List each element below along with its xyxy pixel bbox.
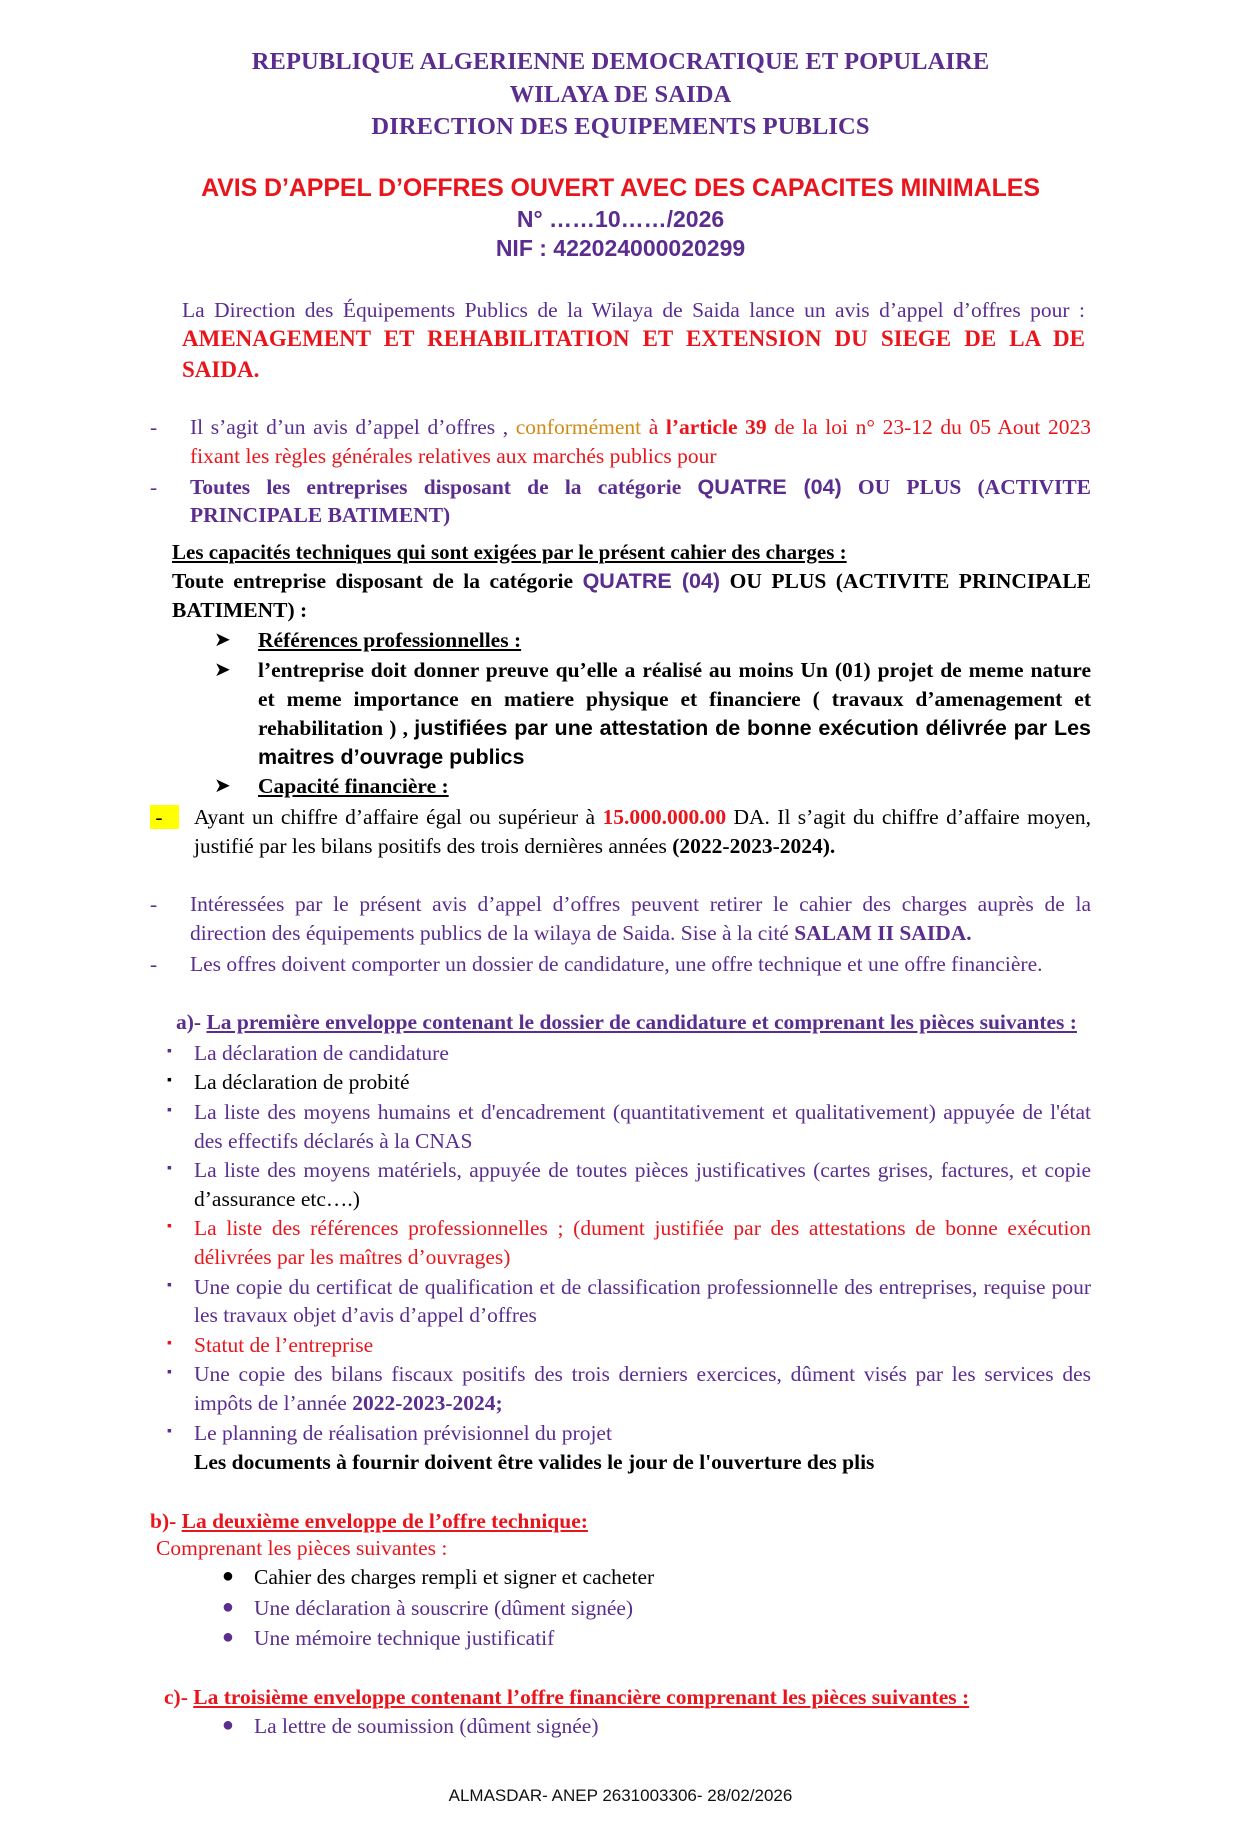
withdrawal-list bbox=[150, 890, 1091, 978]
section-b-title: La deuxième enveloppe de l’offre technique: bbox=[181, 1509, 588, 1534]
withdrawal-address: SALAM II SAIDA. bbox=[794, 921, 972, 946]
financial-text-1: Ayant un chiffre d’affaire égal ou supérieur à bbox=[194, 805, 603, 830]
list-item bbox=[150, 1039, 1091, 1068]
section-a-items bbox=[150, 1039, 1091, 1447]
arrow-icon: ➤ bbox=[214, 775, 231, 798]
financial-years: (2022-2023-2024). bbox=[672, 833, 836, 858]
dash-marker: - bbox=[150, 951, 158, 976]
documents-validity-note: Les documents à fournir doivent être valides le jour de l'ouverture des plis bbox=[194, 1450, 875, 1475]
notice-nif: NIF : 422024000020299 bbox=[495, 234, 746, 261]
dash-marker: - bbox=[155, 805, 163, 830]
financial-capacity-heading: Capacité financière : bbox=[258, 774, 449, 799]
arrow-icon: ➤ bbox=[214, 629, 231, 652]
condition-article-ref: l’article 39 bbox=[665, 415, 767, 440]
list-item-label bbox=[194, 1156, 1091, 1213]
category-value: QUATRE (04) bbox=[697, 474, 842, 499]
square-bullet-icon: ▪ bbox=[167, 1043, 172, 1059]
header-line-direction: DIRECTION DES EQUIPEMENTS PUBLICS bbox=[371, 113, 870, 141]
round-bullet-icon: ● bbox=[221, 1713, 234, 1736]
list-item bbox=[150, 1214, 1091, 1271]
list-item-text: La liste des moyens matériels, appuyée de toutes pièces justificatives (cartes grises, factures, et copie bbox=[194, 1158, 1091, 1183]
list-item-label: Une déclaration à souscrire (dûment signée) bbox=[254, 1595, 634, 1620]
list-item-label: Une mémoire technique justificatif bbox=[254, 1626, 555, 1651]
financial-dash-marker bbox=[150, 803, 194, 860]
section-a-label: a)- bbox=[176, 1010, 207, 1035]
section-a-title: La première enveloppe contenant le dossier de candidature et comprenant les pièces suivantes : bbox=[206, 1010, 1077, 1035]
capacities-category-value: QUATRE (04) bbox=[582, 568, 721, 593]
list-item-label bbox=[194, 1331, 1091, 1360]
round-bullet-icon: ● bbox=[221, 1565, 234, 1588]
withdrawal-text bbox=[190, 890, 1091, 947]
intro-paragraph bbox=[182, 296, 1085, 386]
list-item-text: La liste des références professionnelles ; (dument justifiée par des attestations de bonne exécution délivrées par les maîtres d’ouvrages) bbox=[194, 1216, 1091, 1269]
list-item-text-tail: 2022-2023-2024; bbox=[352, 1390, 503, 1415]
round-bullet-icon: ● bbox=[221, 1595, 234, 1618]
financial-capacity-row bbox=[150, 803, 1091, 860]
capacities-sub-1: Toute entreprise disposant de la catégorie bbox=[172, 568, 583, 593]
intro-lead: La Direction des Équipements Publics de la Wilaya de Saida lance un avis d’appel d’offres pour : bbox=[182, 297, 1085, 322]
square-bullet-icon: ▪ bbox=[167, 1102, 172, 1118]
list-item bbox=[150, 413, 1091, 470]
capacities-heading: Les capacités techniques qui sont exigées par le présent cahier des charges : bbox=[172, 539, 847, 564]
withdrawal-text-1: Intéressées par le présent avis d’appel d’offres peuvent retirer le cahier des charges auprès de la direction des équipements publics de la wilaya de Saida. Sise à la cité bbox=[190, 892, 1091, 946]
category-text-1: Toutes les entreprises disposant de la catégorie bbox=[190, 474, 698, 499]
section-b-subtitle: Comprenant les pièces suivantes : bbox=[156, 1536, 448, 1561]
list-item-text: Une copie des bilans fiscaux positifs des trois derniers exercices, dûment visés par les services des impôts de l’année bbox=[194, 1362, 1091, 1415]
square-bullet-icon: ▪ bbox=[167, 1073, 172, 1089]
list-item bbox=[214, 626, 1091, 655]
section-c-label: c)- bbox=[164, 1684, 194, 1709]
category-text-2: OU PLUS (ACTIVITE PRINCIPALE BATIMENT) bbox=[190, 474, 1092, 528]
square-bullet-icon: ▪ bbox=[167, 1423, 172, 1439]
header-line-republic: REPUBLIQUE ALGERIENNE DEMOCRATIQUE ET POPULAIRE bbox=[251, 48, 990, 75]
capacities-subheading bbox=[172, 567, 1091, 625]
list-item-label bbox=[194, 1214, 1091, 1271]
list-item-text: La déclaration de probité bbox=[194, 1070, 410, 1095]
dash-marker: - bbox=[150, 415, 158, 440]
capacities-sub-2: OU PLUS (ACTIVITE PRINCIPALE BATIMENT) : bbox=[172, 568, 1091, 622]
list-item bbox=[150, 1419, 1091, 1448]
references-detail bbox=[258, 656, 1091, 771]
square-bullet-icon: ▪ bbox=[167, 1161, 172, 1177]
financial-text-2: DA. Il s’agit du chiffre d’affaire moyen bbox=[726, 805, 1086, 830]
list-item-label bbox=[194, 1419, 1091, 1448]
header-line-wilaya: WILAYA DE SAIDA bbox=[509, 80, 732, 108]
round-bullet-icon: ● bbox=[221, 1626, 234, 1649]
list-item-text: Statut de l’entreprise bbox=[194, 1332, 374, 1357]
section-a-heading bbox=[176, 1008, 1091, 1037]
section-c-heading bbox=[164, 1685, 1091, 1710]
references-detail-sans: justifiées par une attestation de bonne exécution délivrée par Les maitres d’ouvrage publics bbox=[258, 715, 1091, 769]
financial-text-3: , justifié par les bilans positifs des trois dernières années bbox=[194, 805, 1091, 858]
list-item bbox=[210, 1712, 1091, 1741]
square-bullet-icon: ▪ bbox=[167, 1365, 172, 1381]
condition-text-2: à bbox=[641, 415, 666, 440]
list-item-label bbox=[194, 1273, 1091, 1330]
list-item-label: Cahier des charges rempli et signer et cacheter bbox=[254, 1565, 655, 1590]
section-b-heading bbox=[150, 1509, 1091, 1534]
condition-text-3: de la loi n° 23-12 du 05 Aout 2023 fixant les règles générales relatives aux marchés publics pour bbox=[190, 415, 1091, 469]
square-bullet-icon: ▪ bbox=[167, 1219, 172, 1235]
list-item bbox=[150, 1331, 1091, 1360]
list-item bbox=[210, 1594, 1091, 1623]
section-c-items bbox=[210, 1712, 1091, 1741]
offers-composition-text: Les offres doivent comporter un dossier de candidature, une offre technique et une offre financière. bbox=[190, 951, 1043, 976]
list-item-text: Une copie du certificat de qualification et de classification professionnelle des entreprises, requise pour les travaux objet d’avis d’appel d’offres bbox=[194, 1274, 1091, 1328]
references-heading: Références professionnelles : bbox=[258, 628, 522, 653]
list-item-text: La déclaration de candidature bbox=[194, 1040, 449, 1065]
intro-project: AMENAGEMENT ET REHABILITATION ET EXTENSION DU SIEGE DE LA DE SAIDA. bbox=[182, 326, 1085, 382]
list-item bbox=[210, 1563, 1091, 1592]
section-c-title: La troisième enveloppe contenant l’offre financière comprenant les pièces suivantes : bbox=[193, 1684, 970, 1709]
list-item-label bbox=[194, 1098, 1091, 1155]
list-item bbox=[150, 473, 1091, 530]
conditions-list bbox=[150, 413, 1091, 529]
list-item-label bbox=[194, 1039, 1091, 1068]
section-b-label: b)- bbox=[150, 1509, 182, 1534]
list-item bbox=[150, 1098, 1091, 1155]
list-item-label bbox=[194, 1068, 1091, 1097]
square-bullet-icon: ▪ bbox=[167, 1277, 172, 1293]
references-detail-serif: l’entreprise doit donner preuve qu’elle a réalisé au moins Un (01) projet de meme nature et meme importance en matiere physique et financiere ( travaux d’amenagement et rehabilitation ) , bbox=[258, 658, 1091, 740]
list-item-label: La lettre de soumission (dûment signée) bbox=[254, 1713, 599, 1738]
list-item bbox=[214, 772, 1091, 801]
condition-text-1: Il s’agit d’un avis d’appel d’offres , bbox=[190, 415, 516, 440]
list-item bbox=[214, 656, 1091, 771]
square-bullet-icon: ▪ bbox=[167, 1335, 172, 1351]
condition-conformement: conformément bbox=[515, 415, 642, 440]
condition-category bbox=[190, 473, 1091, 530]
list-item-text: La liste des moyens humains et d'encadrement (quantitativement et qualitativement) appuyée de l'état des effectifs déclarés à la CNAS bbox=[194, 1099, 1091, 1153]
list-item bbox=[210, 1624, 1091, 1653]
list-item bbox=[150, 950, 1091, 979]
financial-amount: 15.000.000.00 bbox=[602, 805, 727, 830]
list-item-text: Le planning de réalisation prévisionnel du projet bbox=[194, 1420, 612, 1445]
technical-capacities-block bbox=[172, 540, 1091, 625]
footer-reference: ALMASDAR- ANEP 2631003306- 28/02/2026 bbox=[448, 1786, 793, 1806]
list-item bbox=[150, 890, 1091, 947]
financial-capacity-text bbox=[194, 803, 1091, 860]
notice-title: AVIS D’APPEL D’OFFRES OUVERT AVEC DES CAPACITES MINIMALES bbox=[201, 173, 1040, 202]
notice-number: N° ……10……/2026 bbox=[516, 205, 725, 232]
dash-marker: - bbox=[150, 474, 158, 499]
dash-marker: - bbox=[150, 892, 158, 917]
arrow-icon: ➤ bbox=[214, 659, 231, 682]
list-item bbox=[150, 1360, 1091, 1417]
document-header bbox=[150, 46, 1091, 144]
list-item bbox=[150, 1156, 1091, 1213]
section-b-items bbox=[210, 1563, 1091, 1653]
list-item bbox=[150, 1273, 1091, 1330]
list-item-label bbox=[194, 1360, 1091, 1417]
list-item-text-tail: d’assurance etc….) bbox=[194, 1186, 360, 1211]
condition-article bbox=[190, 413, 1091, 470]
list-item bbox=[150, 1068, 1091, 1097]
capacities-arrow-list bbox=[214, 626, 1091, 801]
